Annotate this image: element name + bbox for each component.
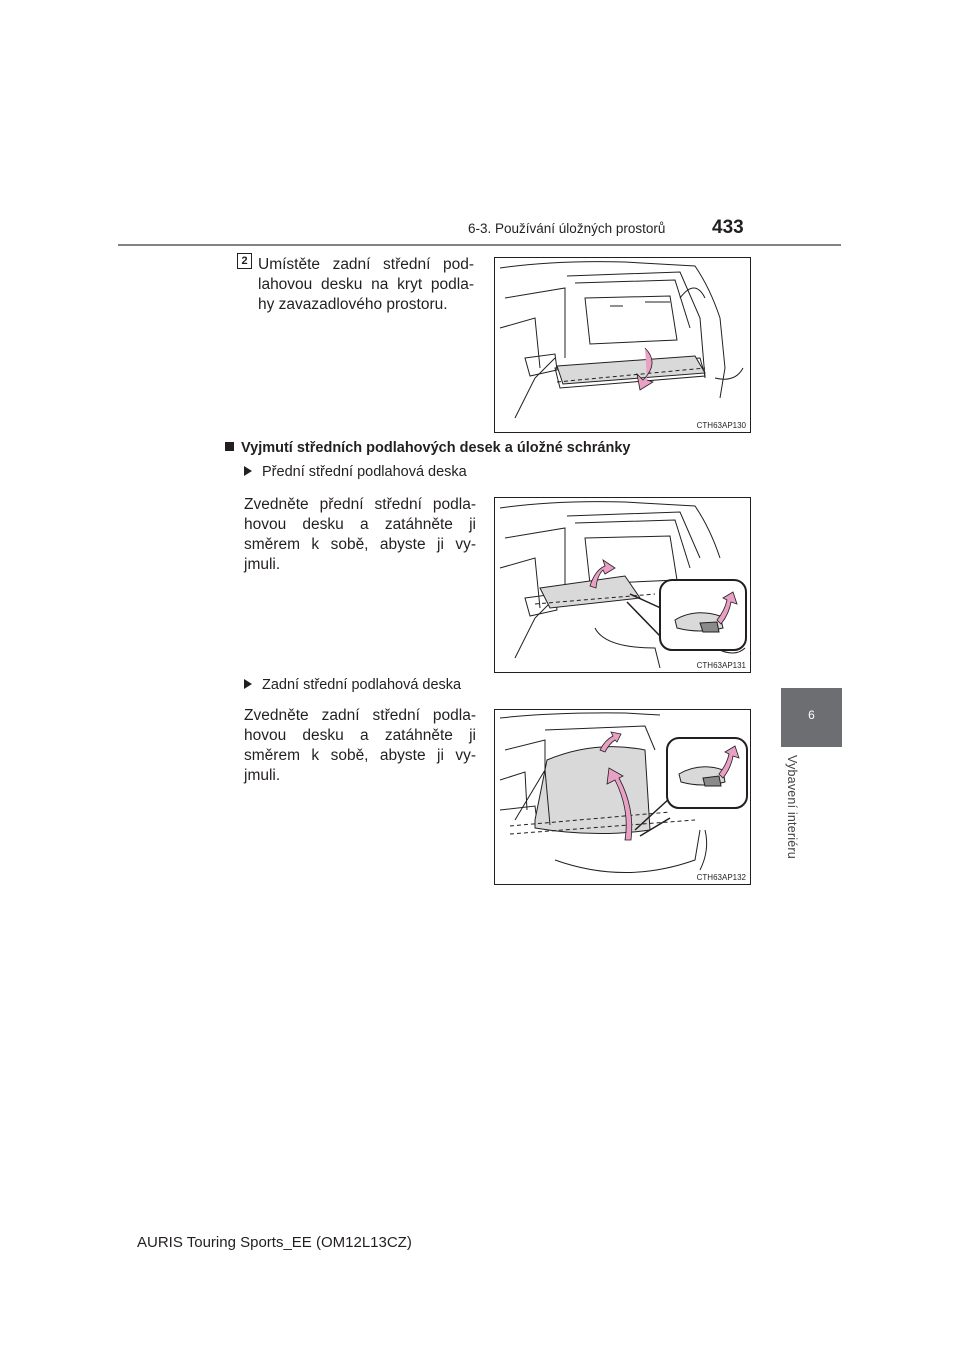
triangle-bullet-icon [244, 679, 252, 689]
figure-place-rear-board [494, 257, 751, 433]
triangle-bullet-icon [244, 466, 252, 476]
header-rule [118, 244, 841, 246]
figure-code: CTH63AP131 [696, 661, 746, 670]
step-number-badge: 2 [237, 253, 252, 269]
section-heading [225, 440, 630, 456]
step-instruction [258, 255, 474, 315]
instruction-line: hovou desku a zatáhněte ji [244, 727, 476, 744]
chapter-label: Vybavení interiéru [785, 755, 799, 859]
instruction-front [244, 495, 476, 575]
chapter-tab [781, 688, 842, 747]
instruction-line: směrem k sobě, abyste ji vy- [244, 536, 476, 553]
footer-model: AURIS Touring Sports_EE (OM12L13CZ) [137, 1234, 412, 1251]
bullet-item-rear [244, 677, 461, 693]
trunk-illustration [495, 498, 750, 672]
figure-code: CTH63AP130 [696, 421, 746, 430]
trunk-illustration [495, 258, 750, 432]
step-line: Umístěte zadní střední pod- [258, 256, 474, 273]
instruction-line: Zvedněte zadní střední podla- [244, 707, 476, 724]
instruction-line: hovou desku a zatáhněte ji [244, 516, 476, 533]
trunk-illustration [495, 710, 750, 884]
step-line: hy zavazadlového prostoru. [258, 296, 448, 313]
bullet-text: Zadní střední podlahová deska [262, 677, 462, 693]
chapter-number: 6 [808, 708, 815, 722]
square-bullet-icon [225, 442, 234, 451]
instruction-line: jmuli. [244, 556, 281, 573]
chapter-label-container [785, 755, 810, 873]
figure-remove-front-board [494, 497, 751, 673]
instruction-line: jmuli. [244, 767, 281, 784]
section-title: 6-3. Používání úložných prostorů [468, 221, 666, 236]
instruction-rear [244, 706, 476, 786]
instruction-line: Zvedněte přední střední podla- [244, 496, 476, 513]
page-number: 433 [712, 217, 744, 238]
figure-code: CTH63AP132 [696, 873, 746, 882]
instruction-line: směrem k sobě, abyste ji vy- [244, 747, 476, 764]
section-heading-text: Vyjmutí středních podlahových desek a úložné schránky [241, 440, 631, 456]
bullet-text: Přední střední podlahová deska [262, 464, 467, 480]
step-line: lahovou desku na kryt podla- [258, 276, 474, 293]
bullet-item-front [244, 464, 467, 480]
figure-remove-rear-board [494, 709, 751, 885]
